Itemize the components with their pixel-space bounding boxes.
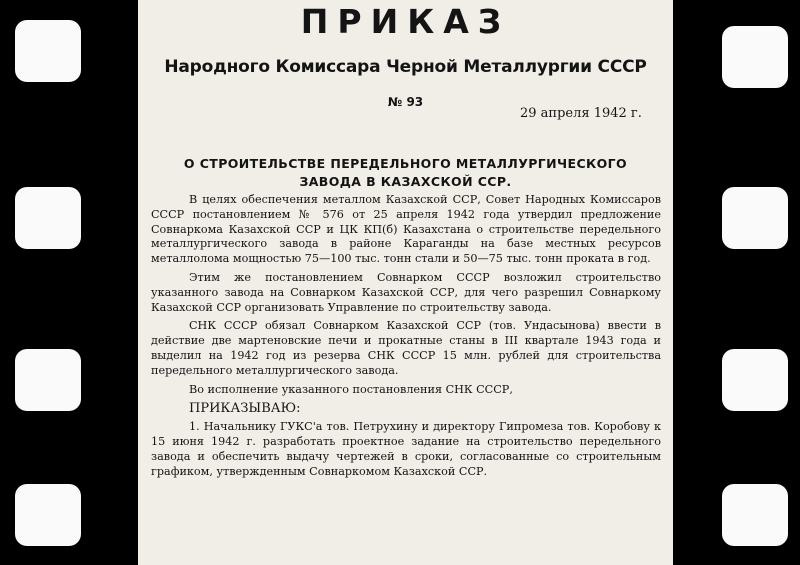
paragraph: В целях обеспечения металлом Казахской ССР, Совет Народных Комиссаров СССР постановлением № 576 от 25 апреля 1942 года утвердил предложение Совнаркома Казахской ССР и ЦК КП(б) Казахстана о строительстве передельного металлургического завода в районе Караганды на базе местных ресурсов металлолома мощностью 75—100 тыс. тонн стали и 50—75 тыс. тонн проката в год.: [151, 193, 661, 266]
paragraph: Этим же постановлением Совнарком СССР возложил строительство указанного завода на Совнарком Казахской ССР, для чего разрешил Совнаркому Казахской ССР организовать Управление по строительству завода.: [151, 270, 661, 314]
film-perforation: [722, 349, 788, 411]
film-perforation: [15, 187, 81, 249]
paragraph: СНК СССР обязал Совнарком Казахской ССР (тов. Ундасынова) ввести в действие две мартеновские печи и прокатные станы в III квартале 1943 года и выделил на 1942 год из резерва СНК СССР 15 млн. рублей для строительства передельного металлургического завода.: [151, 319, 661, 377]
order-point: 1. Начальнику ГУКС'а тов. Петрухину и директору Гипромеза тов. Коробову к 15 июня 1942 г. разработать проектное задание на строительство передельного завода и обеспечить выдачу чертежей в сроки, согласованные со строительным графиком, утвержденным Совнаркомом Казахской ССР.: [151, 420, 661, 478]
document-title: ПРИКАЗ: [300, 2, 511, 41]
film-perforation: [15, 484, 81, 546]
document-subtitle: Народного Комиссара Черной Металлургии СССР: [164, 57, 647, 77]
order-date: 29 апреля 1942 г.: [520, 106, 642, 121]
paragraph: Во исполнение указанного постановления СНК СССР,: [189, 382, 513, 396]
film-perforation: [15, 20, 81, 82]
heading-line: О СТРОИТЕЛЬСТВЕ ПЕРЕДЕЛЬНОГО МЕТАЛЛУРГИЧЕСКОГО: [183, 156, 628, 171]
order-number: № 93: [387, 95, 424, 109]
film-perforation: [722, 26, 788, 88]
heading-line: ЗАВОДА В КАЗАХСКОЙ ССР.: [299, 174, 512, 189]
order-directive: ПРИКАЗЫВАЮ:: [189, 401, 301, 417]
document-body: [151, 193, 661, 484]
film-perforation: [722, 484, 788, 546]
film-perforation: [15, 349, 81, 411]
document-page: [138, 0, 673, 565]
order-heading: [138, 155, 673, 191]
film-perforation: [722, 187, 788, 249]
